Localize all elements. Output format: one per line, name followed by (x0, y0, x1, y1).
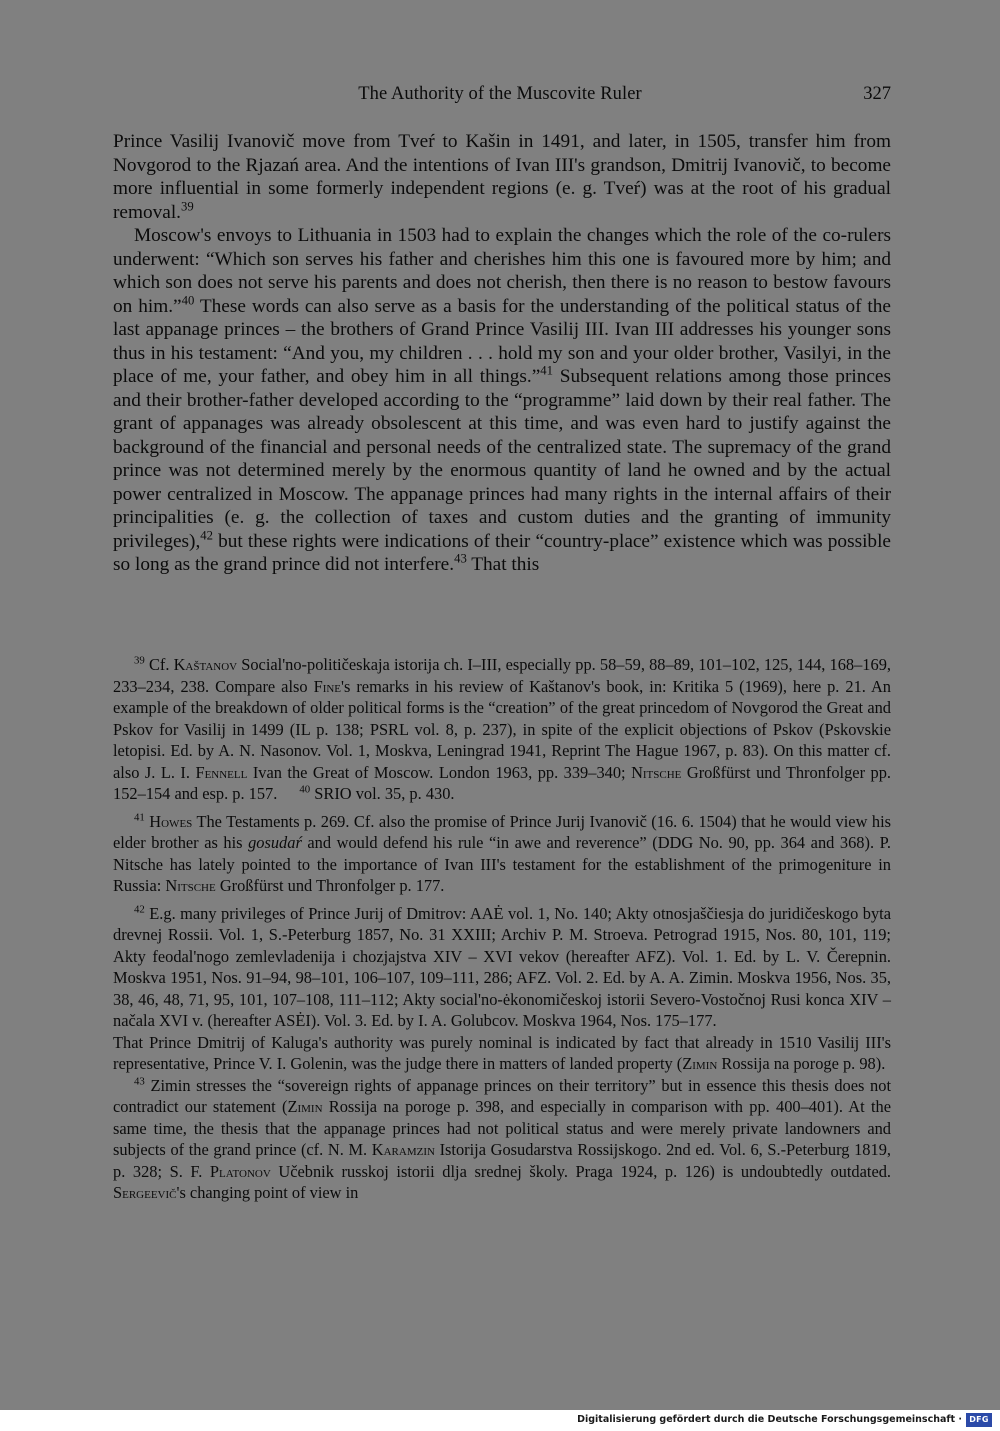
footnote-ref-39: 39 (181, 199, 194, 214)
body-paragraph-2 (113, 224, 891, 577)
author-name: Nitsche (631, 762, 682, 782)
author-name: Fine (313, 676, 342, 696)
footnote-42 (113, 903, 891, 1032)
author-name: Karamzin (371, 1140, 435, 1159)
footnote-42-continuation (113, 1032, 891, 1075)
footnote-text: Ivan the Great of Moscow. London 1963, pp. 339–340; (247, 762, 632, 782)
footnote-text: 's remarks in his review of Kaštanov's book, in: Kritika 5 (1969), here p. 21. An example of the breakdown of older political forms is the “creation” of the great princedom of Novgorod the Great and Pskov for Vasilij in 1499 (IL p. 138; PSRL vol. 8, p. 237), in spite of the explicit objections of Pskov (Pskovskie letopisi. Ed. by A. N. Nasonov. Vol. 1, Moskva, Leningrad 1941, Reprint The Hague 1967, p. 83). On this matter cf. also J. L. I. (113, 676, 891, 782)
footnote-text: Social'no-političeskaja istorija ch. I–III, especially pp. 58–59, 88–89, 101–102, 125, 144, 168–169, 233–234, 238. Compare also (113, 655, 891, 696)
footnote-text: Großfürst und Thronfolger p. 177. (215, 876, 445, 895)
author-name: Fennell (195, 762, 248, 782)
footnote-40 (299, 784, 454, 803)
page-number: 327 (863, 84, 891, 104)
footnote-number: 41 (134, 811, 145, 824)
footnote-41 (113, 811, 891, 897)
author-name: Zimin (287, 1097, 323, 1116)
running-head-title: The Authority of the Muscovite Ruler (358, 84, 642, 104)
footnote-number: 40 (299, 783, 311, 796)
footnote-text: Zimin stresses the “sovereign rights of appanage princes on their territory” but in essence this thesis does not contradict our statement ( (113, 1075, 891, 1116)
footnote-text: Istorija Gosudarstva Rossijskogo. 2nd ed. Vol. 6, S.-Peterburg 1819, p. 328; S. F. (113, 1140, 891, 1181)
footnote-text: and would defend his rule “in awe and reverence” (DDG No. 90, pp. 364 and 368). P. Nitsche has lately pointed to the importance of Ivan III's testament for the establishment of the primogeniture in Russia: (113, 833, 891, 895)
body-text-run: That this (466, 554, 540, 575)
body-text (113, 130, 891, 577)
digitization-footer (0, 1410, 1000, 1431)
footnotes (113, 654, 891, 1204)
footnote-text: The Testaments p. 269. Cf. also the promise of Prince Jurij Ivanovič (16. 6. 1504) that he would view his elder brother as his (113, 811, 891, 852)
body-text-run: Subsequent relations among those princes and their brother-father developed according to the “programme” laid down by their real father. The grant of appanages was already obsolescent at this time, and was even hard to justify against the background of the financial and personal needs of the centralized state. The supremacy of the grand prince was not determined merely by the enormous quantity of land he owned and by the actual power centralized in Moscow. The appanage princes had many rights in the internal affairs of their principalities (e. g. the collection of taxes and custom duties and the granting of immunity privileges), (113, 366, 891, 552)
author-name: Zimin (682, 1054, 718, 1073)
body-text-run: but these rights were indications of their “country-place” existence which was possible so long as the grand prince did not interfere. (113, 530, 891, 575)
footnote-number: 43 (134, 1075, 145, 1088)
body-text-run: These words can also serve as a basis for the understanding of the political status of the last appanage princes – the brothers of Grand Prince Vasilij III. Ivan III addresses his younger sons thus in his testament: “And you, my children . . . hold my son and your older brother, Vasilyi, in the place of me, your father, and obey him in all things.” (113, 295, 891, 387)
footnote-number: 42 (134, 903, 145, 916)
body-paragraph-1 (113, 130, 891, 224)
footnote-text: E.g. many privileges of Prince Jurij of Dmitrov: AAĖ vol. 1, No. 140; Akty otnosjaščiesja do juridičeskogo byta drevnej Rossii. Vol. 1, S.-Peterburg 1857, No. 31 XXIII; Archiv P. M. Stroeva. Petrograd 1915, Nos. 80, 101, 119; Akty feodal'nogo zemlevladenija i chozjajstva XIV – XVI vekov (hereafter AFZ). Vol. 1. Ed. by L. V. Čerepnin. Moskva 1951, Nos. 91–94, 98–101, 106–107, 109–111, 286; AFZ. Vol. 2. Ed. by A. A. Zimin. Moskva 1956, Nos. 35, 38, 46, 48, 71, 95, 101, 107–108, 111–112; Akty social'no-ėkonomičeskoj istorii Severo-Vostočnoj Rusi konca XIV – načala XVI v. (hereafter ASĖI). Vol. 3. Ed. by I. A. Golubcov. Moskva 1964, Nos. 175–177. (113, 903, 891, 1030)
author-name: Platonov (209, 1161, 271, 1181)
footnote-text: Učebnik russkoj istorii dlja srednej školy. Praga 1924, p. 126) is undoubtedly outdated. (270, 1161, 892, 1181)
running-head (0, 84, 1000, 112)
footnote-text: Cf. (144, 655, 174, 674)
footnote-ref-41: 41 (540, 363, 553, 378)
funding-notice: Digitalisierung gefördert durch die Deutsche Forschungsgemeinschaft · (577, 1414, 962, 1425)
footnote-text: That Prince Dmitrij of Kaluga's authority was purely nominal is indicated by fact that already in 1510 Vasilij III's representative, Prince V. I. Golenin, was the judge there in matters of landed property ( (113, 1032, 891, 1073)
author-name: Nitsche (165, 876, 216, 895)
footnote-number: 39 (134, 654, 145, 667)
footnote-39 (113, 654, 891, 805)
footnote-ref-43: 43 (454, 551, 467, 566)
footnote-text: Rossija na poroge p. 98). (717, 1054, 886, 1073)
footnote-text: Rossija na poroge p. 398, and especially in comparison with pp. 400–401). At the same time, the thesis that the appanage princes had not political status and were merely private landowners and subjects of the grand prince (cf. N. M. (113, 1097, 891, 1159)
author-name: Sergeevič (113, 1183, 177, 1202)
body-text-run: Prince Vasilij Ivanovič move from Tveŕ to Kašin in 1491, and later, in 1505, transfer him from Novgorod to the Rjazań area. And the intentions of Ivan III's grandson, Dmitrij Ivanovič, to become more influential in some formerly independent regions (e. g. Tveŕ) was at the root of his gradual removal. (113, 131, 891, 223)
footnote-text: SRIO vol. 35, p. 430. (310, 784, 455, 803)
author-name: Kaštanov (173, 655, 238, 674)
dfg-logo: DFG (966, 1413, 992, 1427)
footnote-ref-42: 42 (200, 528, 213, 543)
body-text-run: Moscow's envoys to Lithuania in 1503 had to explain the changes which the role of the co-rulers underwent: “Which son serves his father and cherishes him this one is favoured more by him; and which son does not serve his parents and does not cherish, then there is no reason to bestow favours on him.” (113, 225, 891, 317)
footnote-43 (113, 1075, 891, 1204)
italic-term: gosudaŕ (248, 833, 302, 852)
footnote-text: 's changing point of view in (176, 1183, 359, 1202)
footnote-ref-40: 40 (181, 293, 195, 308)
author-name: Howes (149, 811, 193, 831)
footnote-text: Großfürst und Thronfolger pp. 152–154 and esp. p. 157. (113, 762, 892, 803)
